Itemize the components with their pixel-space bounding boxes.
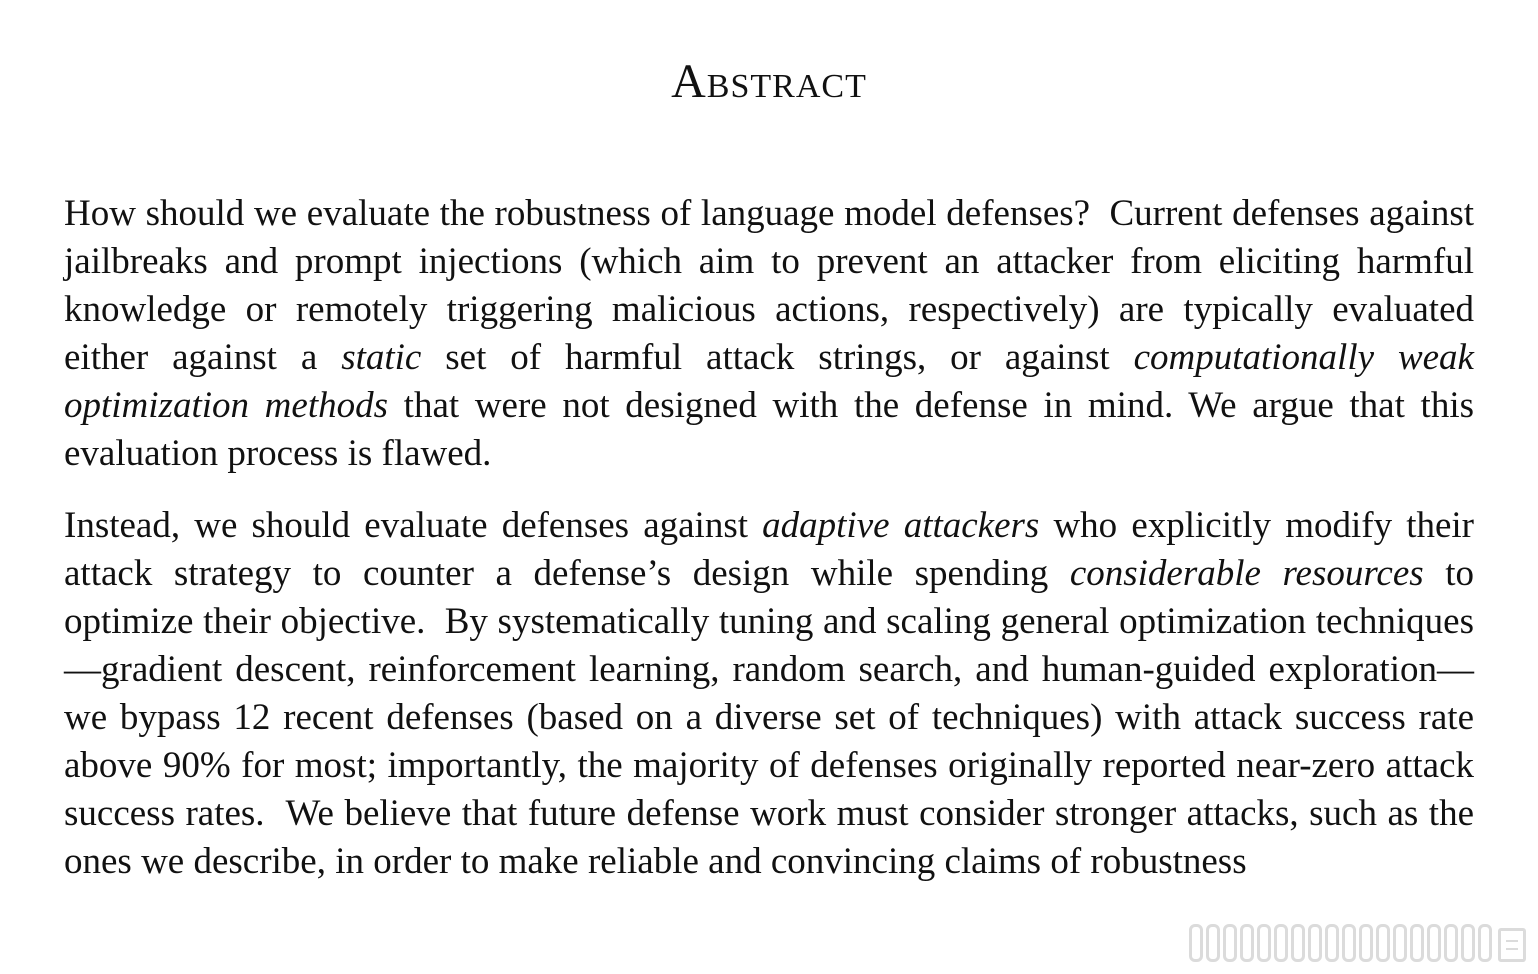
p2-text-1: Instead, we should evaluate defenses against (64, 505, 763, 546)
watermark-bars-icon (1189, 924, 1492, 962)
p1-italic-weak-methods: computationally weak optimization methods (64, 337, 1474, 426)
abstract-paragraph-1 (64, 190, 1474, 478)
p1-text-2: set of harmful attack strings, or against (421, 337, 1134, 378)
p2-text-3: to optimize their objective. By systematically tuning and scaling general optimization techniques—gradient descent, reinforcement learning, random search, and human-guided exploration—we bypass 12 recent defenses (based on a diverse set of techniques) with attack success rate above 90% for most; importantly, the majority of defenses originally reported near-zero attack success rates. We believe that future defense work must consider stronger attacks, such as the ones we describe, in order to make reliable and convincing claims of robustness (64, 553, 1475, 882)
p1-text-3: that were not designed with the defense in mind. We argue that this evaluation process is flawed. (64, 385, 1475, 474)
abstract-paragraph-2 (64, 502, 1474, 886)
p2-italic-adaptive-attackers: adaptive attackers (762, 505, 1040, 546)
p2-text-2: who explicitly modify their attack strategy to counter a defense’s design while spending (64, 505, 1475, 594)
watermark-doc-icon (1498, 928, 1526, 962)
abstract-heading: Abstract (671, 55, 867, 108)
document-watermark-icon (1189, 924, 1526, 962)
abstract-body (64, 190, 1474, 886)
p1-text-1: How should we evaluate the robustness of language model defenses? Current defenses against jailbreaks and prompt injections (which aim to prevent an attacker from eliciting harmful knowledge or remotely triggering malicious actions, respectively) are typically evaluated either against a (64, 193, 1474, 378)
p1-italic-static: static (341, 337, 422, 378)
p2-italic-considerable-resources: considerable resources (1069, 553, 1424, 594)
